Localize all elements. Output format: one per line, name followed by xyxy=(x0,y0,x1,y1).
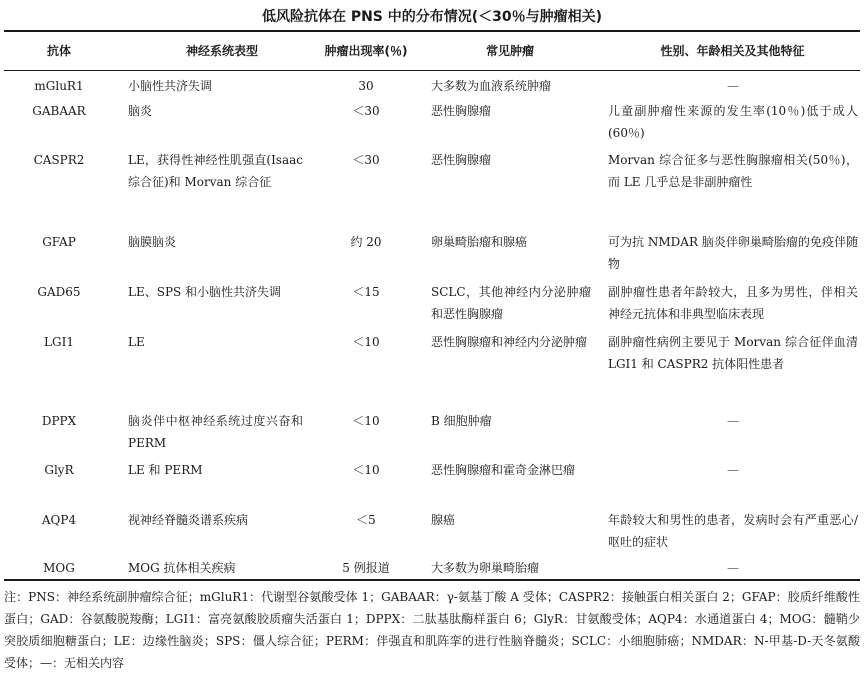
top-rule xyxy=(4,30,860,32)
cell-antibody: GABAAR xyxy=(32,104,86,118)
cell-tumor-rate: ＜10 xyxy=(352,414,380,428)
cell-common-tumor: 大多数为血液系统肿瘤 xyxy=(431,79,552,93)
cell-common-tumor: SCLC，其他神经内分泌肿瘤和恶性胸腺瘤 xyxy=(431,285,591,321)
cell-phenotype: LE xyxy=(128,335,145,349)
bottom-rule xyxy=(4,579,860,581)
cell-tumor-rate: 30 xyxy=(358,79,374,93)
cell-tumor-rate: ＜5 xyxy=(356,513,376,527)
header-common-tumor: 常见肿瘤 xyxy=(485,44,534,58)
cell-antibody: GFAP xyxy=(42,235,76,249)
header-antibody: 抗体 xyxy=(46,44,71,58)
cell-common-tumor: 恶性胸腺瘤 xyxy=(431,104,492,118)
cell-common-tumor: B 细胞肿瘤 xyxy=(431,414,492,428)
cell-phenotype: LE、SPS 和小脑性共济失调 xyxy=(128,285,282,299)
cell-features: — xyxy=(727,561,739,575)
cell-phenotype: 脑炎伴中枢神经系统过度兴奋和 PERM xyxy=(128,414,303,450)
cell-common-tumor: 腺癌 xyxy=(431,513,456,527)
cell-tumor-rate: ＜10 xyxy=(352,463,380,477)
header-features: 性别、年龄相关及其他特征 xyxy=(660,44,805,58)
header-rule xyxy=(4,70,860,71)
header-phenotype: 神经系统表型 xyxy=(185,44,258,58)
cell-common-tumor: 恶性胸腺瘤 xyxy=(431,153,492,167)
cell-antibody: DPPX xyxy=(41,414,77,428)
cell-features: 副肿瘤性患者年龄较大，且多为男性，伴相关神经元抗体和非典型临床表现 xyxy=(608,285,858,321)
cell-antibody: GlyR xyxy=(44,463,74,477)
cell-tumor-rate: ＜10 xyxy=(352,335,380,349)
cell-phenotype: 脑膜脑炎 xyxy=(128,235,177,249)
cell-phenotype: MOG 抗体相关疾病 xyxy=(128,561,236,575)
table-title: 低风险抗体在 PNS 中的分布情况(＜30％与肿瘤相关) xyxy=(261,9,603,25)
cell-antibody: mGluR1 xyxy=(34,79,84,93)
cell-common-tumor: 恶性胸腺瘤和神经内分泌肿瘤 xyxy=(431,335,588,349)
cell-features: — xyxy=(727,463,739,477)
cell-common-tumor: 恶性胸腺瘤和霍奇金淋巴瘤 xyxy=(431,463,576,477)
cell-features: — xyxy=(727,414,739,428)
cell-common-tumor: 卵巢畸胎瘤和腺癌 xyxy=(431,235,528,249)
cell-antibody: AQP4 xyxy=(41,513,77,527)
cell-features: 可为抗 NMDAR 脑炎伴卵巢畸胎瘤的免疫伴随物 xyxy=(608,235,858,271)
cell-phenotype: 小脑性共济失调 xyxy=(128,79,213,93)
cell-tumor-rate: ＜30 xyxy=(352,104,380,118)
cell-tumor-rate: 5 例报道 xyxy=(342,561,390,575)
cell-tumor-rate: ＜15 xyxy=(352,285,380,299)
cell-features: 副肿瘤性病例主要见于 Morvan 综合征伴血清 LGI1 和 CASPR2 抗体阳性患者 xyxy=(608,335,858,371)
header-tumor-rate: 肿瘤出现率(％) xyxy=(324,44,408,58)
cell-tumor-rate: ＜30 xyxy=(352,153,380,167)
table-footnote: 注：PNS：神经系统副肿瘤综合征；mGluR1：代谢型谷氨酸受体 1；GABAAR：γ-氨基丁酸 A 受体；CASPR2：接触蛋白相关蛋白 2；GFAP：胶质纤维酸性蛋白；GAD：谷氨酸脱羧酶；LGI1：富亮氨酸胶质瘤失活蛋白 1；DPPX：二肽基肽酶样蛋白 6；GlyR：甘氨酸受体；AQP4：水通道蛋白 4；MOG：髓鞘少突胶质细胞糖蛋白；LE：边缘性脑炎；SPS：僵人综合征；PERM：伴强直和肌阵挛的进行性脑脊髓炎；SCLC：小细胞肺癌；NMDAR：N-甲基-D-天冬氨酸受体；—：无相关内容 xyxy=(4,590,860,670)
cell-tumor-rate: 约 20 xyxy=(350,235,382,249)
cell-phenotype: 脑炎 xyxy=(128,104,153,118)
cell-antibody: CASPR2 xyxy=(33,153,85,167)
cell-antibody: GAD65 xyxy=(37,285,81,299)
cell-antibody: LGI1 xyxy=(44,335,74,349)
cell-common-tumor: 大多数为卵巢畸胎瘤 xyxy=(431,561,540,575)
cell-antibody: MOG xyxy=(43,561,75,575)
cell-phenotype: LE 和 PERM xyxy=(128,463,203,477)
cell-features: Morvan 综合征多与恶性胸腺瘤相关(50％)，而 LE 几乎总是非副肿瘤性 xyxy=(608,153,858,189)
cell-features: 年龄较大和男性的患者，发病时会有严重恶心/呕吐的症状 xyxy=(608,513,858,549)
cell-phenotype: 视神经脊髓炎谱系疾病 xyxy=(128,513,249,527)
cell-features: — xyxy=(727,79,739,93)
cell-phenotype: LE，获得性神经性肌强直(Isaac 综合征)和 Morvan 综合征 xyxy=(128,153,303,189)
cell-features: 儿童副肿瘤性来源的发生率(10％)低于成人(60％) xyxy=(608,104,858,140)
